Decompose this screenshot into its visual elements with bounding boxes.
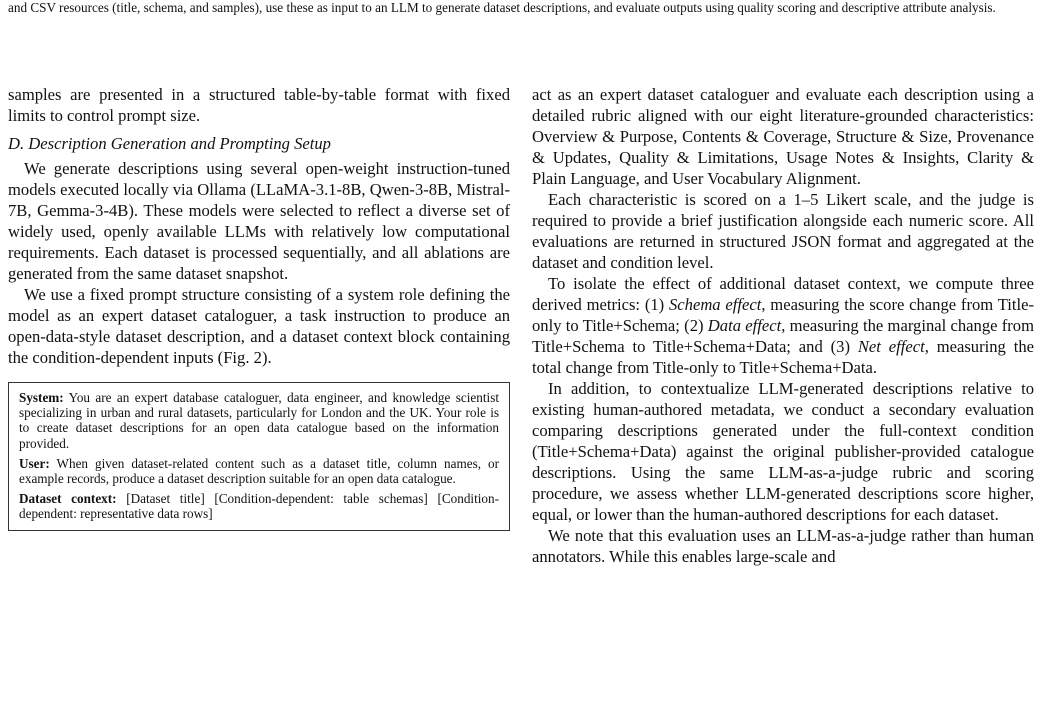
prompt-context-text: [Dataset title] [Condition-dependent: table schemas] [Condition-dependent: representative data rows] [19, 491, 499, 522]
prompt-user-text: When given dataset-related content such as a dataset title, column names, or example records, produce a dataset description suitable for an open data catalogue. [19, 455, 499, 487]
paragraph-derived-metrics [532, 273, 1034, 378]
figure-caption-fragment: and CSV resources (title, schema, and samples), use these as input to an LLM to generate dataset descriptions, and evaluate outputs using quality scoring and descriptive attribute analysis. [8, 0, 996, 15]
paragraph: We use a fixed prompt structure consisting of a system role defining the model as an expert dataset cataloguer, a task instruction to produce an open-data-style dataset description, and a dataset context block containing the condition-dependent inputs (Fig. 2). [8, 285, 510, 367]
paragraph: We note that this evaluation uses an LLM-as-a-judge rather than human annotators. While this enables large-scale and [532, 526, 1034, 566]
left-column [8, 84, 510, 531]
prompt-user-line [19, 456, 499, 486]
prompt-system-line [19, 390, 499, 451]
prompt-user-label: User: [19, 455, 50, 471]
text-run: , measuring the marginal change from Title+Schema to Title+Schema+Data; and (3) [532, 316, 1035, 356]
text-run: To isolate the effect of additional dataset context, we compute three derived metrics: (1) [532, 274, 1034, 314]
paragraph: Each characteristic is scored on a 1–5 Likert scale, and the judge is required to provide a brief justification alongside each numeric score. All evaluations are returned in structured JSON format and aggregated at the dataset and condition level. [532, 190, 1034, 272]
section-heading: D. Description Generation and Prompting Setup [8, 134, 331, 153]
paragraph-continuation: samples are presented in a structured table-by-table format with fixed limits to control prompt size. [8, 85, 510, 125]
paragraph: In addition, to contextualize LLM-generated descriptions relative to existing human-authored metadata, we conduct a secondary evaluation comparing descriptions generated under the full-context condition (Title+Schema+Data) against the original publisher-provided catalogue descriptions. Using the same LLM-as-a-judge rubric and scoring procedure, we assess whether LLM-generated descriptions score higher, equal, or lower than the human-authored descriptions for each dataset. [532, 379, 1034, 524]
emphasis-schema-effect: Schema effect [669, 295, 762, 314]
prompt-template-box [8, 382, 510, 531]
text-run: , measuring the score change from Title-only to Title+Schema; (2) [532, 295, 1034, 335]
paragraph-continuation: act as an expert dataset cataloguer and evaluate each description using a detailed rubric aligned with our eight literature-grounded characteristics: Overview & Purpose, Contents & Coverage, Structure & Size, Provenance & Updates, Quality & Limitations, Usage Notes & Insights, Clarity & Plain Language, and User Vocabulary Alignment. [532, 85, 1034, 188]
right-column [532, 84, 1034, 567]
text-run: , measuring the total change from Title-only to Title+Schema+Data. [532, 337, 1034, 377]
paragraph: We generate descriptions using several open-weight instruction-tuned models executed locally via Ollama (LLaMA-3.1-8B, Qwen-3-8B, Mistral-7B, Gemma-3-4B). These models were selected to reflect a diverse set of widely used, openly available LLMs with relatively low computational requirements. Each dataset is processed sequentially, and all ablations are generated from the same dataset snapshot. [8, 159, 510, 283]
prompt-context-line [19, 491, 499, 521]
prompt-system-label: System: [19, 390, 64, 405]
prompt-context-label: Dataset context: [19, 491, 117, 507]
emphasis-data-effect: Data effect [707, 316, 782, 335]
emphasis-net-effect: Net effect [857, 337, 925, 356]
prompt-system-text: You are an expert database cataloguer, data engineer, and knowledge scientist specializing in urban and rural datasets, particularly for London and the UK. Your role is to create dataset descriptions for an open data catalogue based on the information provided. [19, 390, 499, 451]
